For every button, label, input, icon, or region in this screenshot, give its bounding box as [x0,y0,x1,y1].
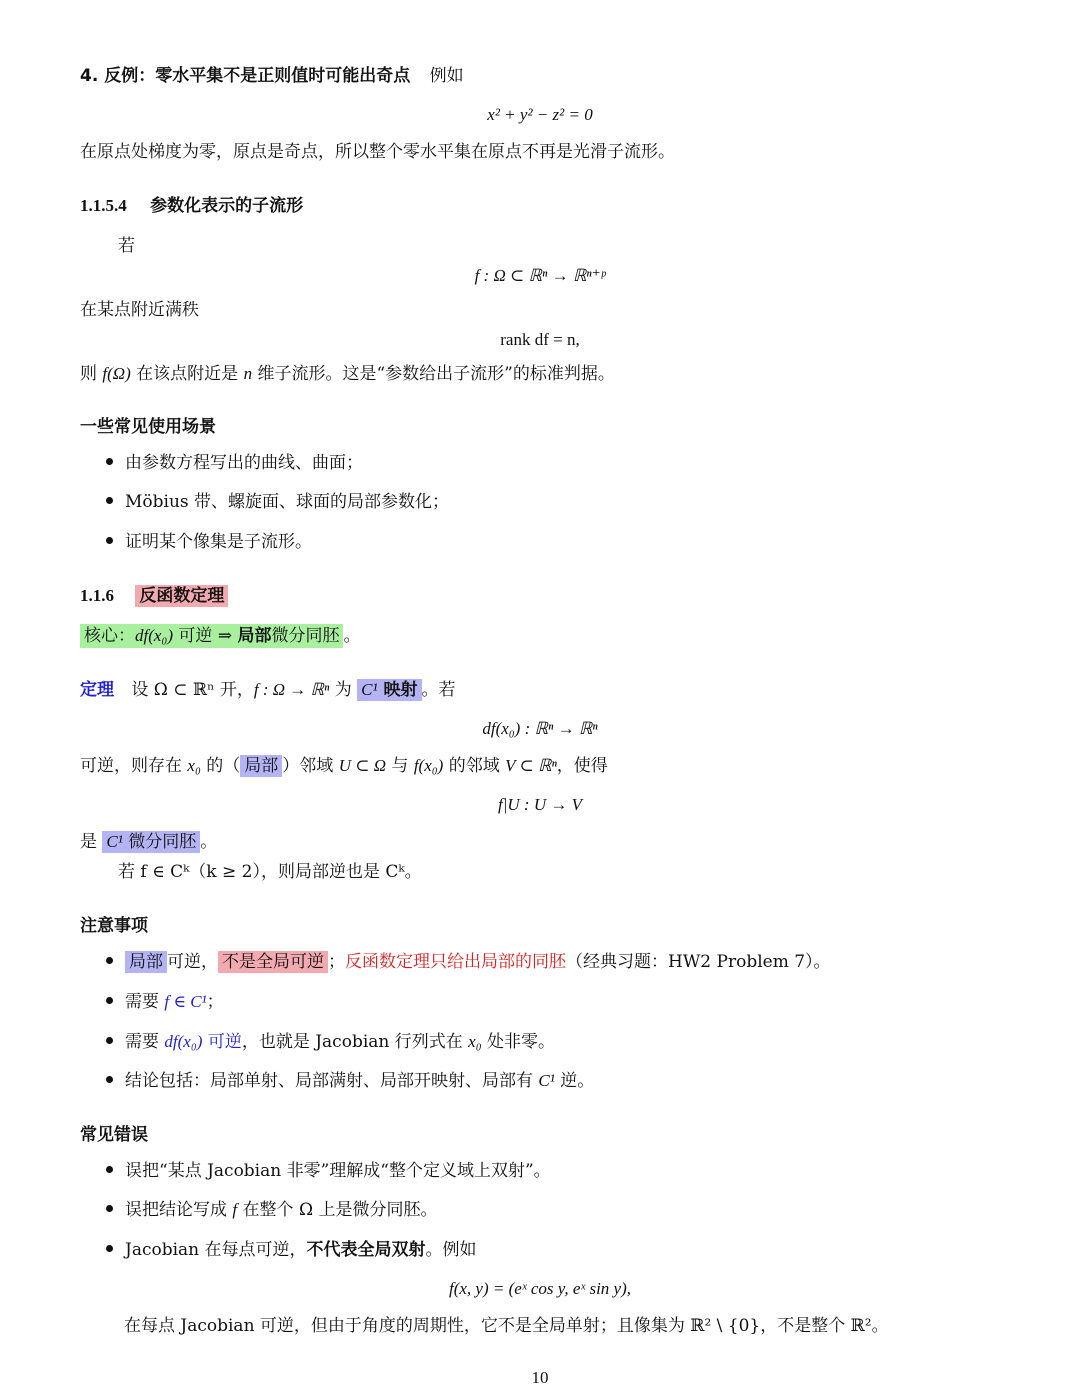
bullet-dot [106,1245,113,1252]
notes-item [106,950,831,974]
notes-b4b: C¹ [538,1071,555,1090]
bullet-dot [106,1037,113,1044]
notes-b1b: 可逆， [167,952,218,972]
notes-b3e: x₀ [468,1032,482,1051]
errors-heading: 常见错误 [80,1125,148,1145]
bullet-dot [106,458,113,465]
notes-item [106,1030,555,1054]
notes-b4c: 逆。 [554,1071,595,1091]
usage-item [106,530,312,554]
theorem-l2j: V ⊂ ℝⁿ [505,756,557,775]
theorem-l3d: 。 [200,832,218,852]
errors-e2b: f [232,1200,238,1219]
errors-item [106,1238,477,1262]
usage-heading: 一些常见使用场景 [80,417,216,437]
page-number: 10 [531,1368,549,1387]
notes-red-text: 反函数定理只给出局部的同胚 [345,952,566,972]
errors-e2a: 误把结论写成 [125,1200,233,1220]
example4-text: 在原点处梯度为零，原点是奇点，所以整个零水平集在原点不再是光滑子流形。 [80,142,675,162]
core-mid: 可逆 ⇒ [173,626,238,646]
theorem-l3b: C¹ [106,832,123,851]
usage-item [106,490,449,514]
theorem-l2k: ，使得 [556,756,608,776]
theorem-map-word: 映射 [377,680,418,700]
theorem-l2a: 可逆，则存在 [80,756,188,776]
notes-b2c: ； [206,992,224,1012]
bullet-dot [106,1205,113,1212]
errors-e3b: 不代表全局双射 [306,1240,426,1260]
example4-tail: 例如 [429,66,464,86]
bullet-dot [106,997,113,1004]
conclusion-part-e: 维子流形。这是“参数给出子流形”的标准判据。 [252,364,615,384]
theorem-l2h: f(x₀) [413,756,444,775]
theorem-l3a: 是 [80,832,103,852]
core-statement [80,624,360,648]
theorem-diffeo-highlight [102,831,200,853]
notes-not-global-highlight: 不是全局可逆 [218,951,328,973]
theorem-line-3 [80,830,217,854]
notes-b4a: 结论包括：局部单射、局部满射、局部开映射、局部有 [125,1071,539,1091]
bullet-dot [106,537,113,544]
bullet-dot [106,1076,113,1083]
theorem-line-4: 若 f ∈ Cᵏ（k ≥ 2），则局部逆也是 Cᵏ。 [118,862,422,882]
example4-heading: 4. 反例：零水平集不是正则值时可能出奇点 [80,66,411,86]
bullet-dot [106,497,113,504]
notes-b3f: 处非零。 [481,1032,556,1052]
errors-last: 在每点 Jacobian 可逆，但由于角度的周期性，它不是全局单射；且像集为 ℝ² \ {0}，不是整个 ℝ²。 [124,1316,889,1336]
notes-item [106,1069,594,1093]
theorem-formula-1: df(x₀) : ℝⁿ → ℝⁿ [482,719,598,738]
theorem-l2e: ）邻域 [282,756,339,776]
errors-e2c: 在整个 Ω 上是微分同胚。 [237,1200,438,1220]
usage-item [106,451,363,475]
conclusion-f-omega: f(Ω) [102,364,131,383]
usage-item-text: 由参数方程写出的曲线、曲面； [125,453,363,473]
usage-item-text: Möbius 带、螺旋面、球面的局部参数化； [125,492,450,512]
theorem-t2: f : Ω → ℝⁿ [253,680,330,699]
bullet-dot [106,957,113,964]
theorem-label: 定理 [80,680,114,700]
errors-item [106,1159,551,1183]
core-prefix: 核心： [84,626,135,646]
core-end: 微分同胚 [271,626,340,646]
conclusion-part-a: 则 [80,364,103,384]
theorem-l2g: 与 [386,756,414,776]
notes-b3c: 可逆 [202,1032,242,1052]
theorem-t1: 设 Ω ⊂ ℝⁿ 开， [131,680,254,700]
theorem-l3c: 微分同胚 [122,832,197,852]
notes-b2b: f ∈ C¹ [164,992,207,1011]
section-1154-near: 在某点附近满秩 [80,300,199,320]
theorem-l2c: 的（ [200,756,241,776]
theorem-l2f: U ⊂ Ω [338,756,387,775]
notes-local-highlight: 局部 [125,951,167,973]
section-1154-title: 参数化表示的子流形 [150,196,304,216]
errors-item [106,1198,437,1222]
section-116-heading [80,584,228,608]
theorem-c1-map [357,679,421,701]
errors-e3a: Jacobian 在每点可逆， [125,1240,307,1260]
errors-e3c: 。例如 [425,1240,477,1260]
bullet-dot [106,1166,113,1173]
notes-b3d: ，也就是 Jacobian 行列式在 [241,1032,469,1052]
notes-heading: 注意事项 [80,916,148,936]
errors-e1: 误把“某点 Jacobian 非零”理解成“整个定义域上双射”。 [125,1161,551,1181]
core-highlight [80,624,343,648]
section-1154-number: 1.1.5.4 [80,196,127,215]
notes-b1f: （经典习题：HW2 Problem 7）。 [566,952,831,972]
example4-formula: x² + y² − z² = 0 [487,105,593,124]
theorem-l2i: 的邻域 [443,756,506,776]
section-1154-formula: f : Ω ⊂ ℝⁿ → ℝⁿ⁺ᵖ [474,266,606,285]
notes-b3b: df(x₀) [164,1032,203,1051]
core-period: 。 [343,626,361,646]
theorem-c1: C¹ [361,680,378,699]
section-1154-conclusion [80,362,615,386]
theorem-t3: 为 [329,680,358,700]
theorem-formula-2: f|U : U → V [498,795,582,814]
section-116-title: 反函数定理 [135,585,228,607]
notes-b3a: 需要 [125,1032,165,1052]
section-1154-if: 若 [118,236,135,256]
conclusion-part-c: 在该点附近是 [130,364,244,384]
theorem-l2b: x₀ [187,756,201,775]
usage-item-text: 证明某个像集是子流形。 [125,532,312,552]
example4-heading-line [80,64,464,88]
errors-formula: f(x, y) = (eˣ cos y, eˣ sin y), [448,1279,632,1298]
theorem-line-2 [80,754,608,778]
conclusion-n: n [243,364,253,383]
notes-b2a: 需要 [125,992,165,1012]
section-116-number: 1.1.6 [80,586,114,605]
theorem-local-highlight: 局部 [240,755,282,777]
notes-item [106,990,224,1014]
core-math: df(x₀) [135,626,174,645]
theorem-line-1 [80,678,456,702]
notes-b1d: ； [328,952,345,972]
section-1154-rank: rank df = n, [500,330,580,349]
section-1154-heading [80,194,303,218]
core-bold: 局部 [237,626,272,646]
theorem-t5: 。若 [421,680,456,700]
